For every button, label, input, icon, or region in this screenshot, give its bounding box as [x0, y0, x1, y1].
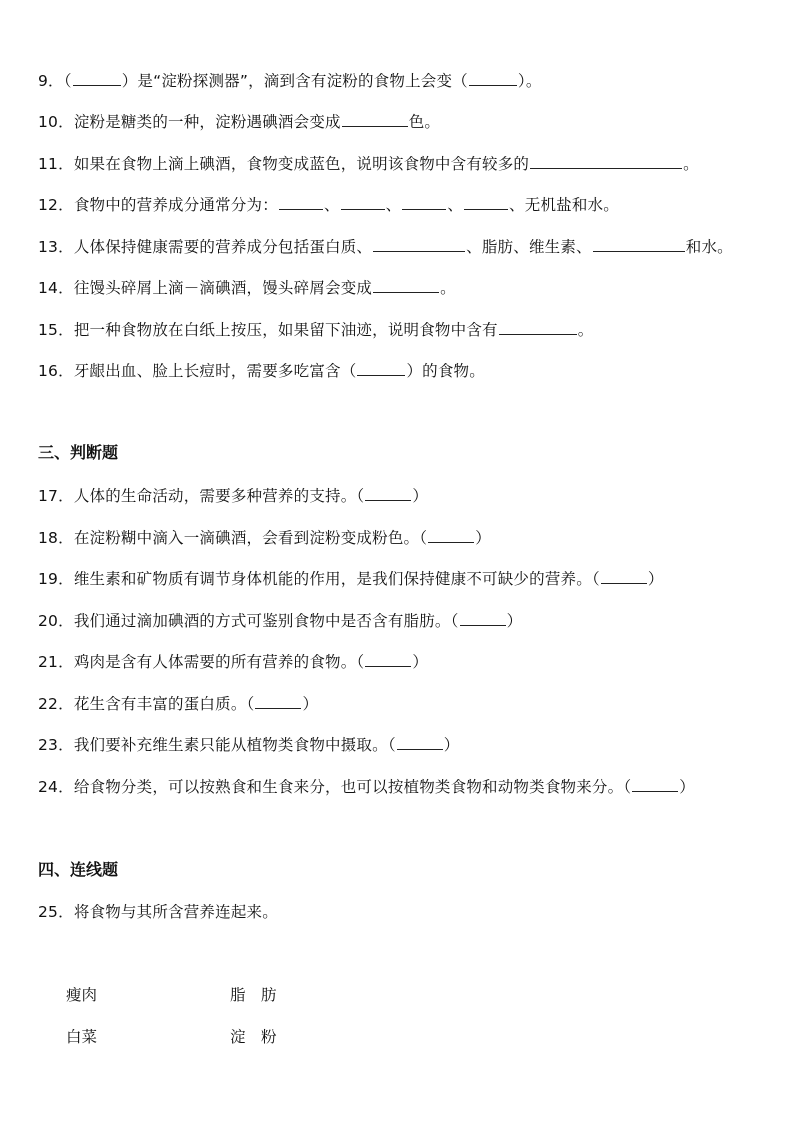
question-text: 给食物分类，可以按熟食和生食来分，也可以按植物类食物和动物类食物来分。（	[73, 778, 632, 796]
question-number: 13．	[38, 238, 74, 256]
match-left-item[interactable]: 白菜	[66, 1028, 98, 1046]
question-16	[38, 360, 485, 381]
question-number: 12．	[38, 196, 74, 214]
question-text: 、脂肪、维生素、	[466, 238, 592, 256]
question-number: 24．	[38, 778, 74, 796]
question-number: 16．	[38, 362, 74, 380]
question-text: ）	[412, 487, 429, 505]
question-text: 。	[577, 321, 594, 339]
question-10	[38, 111, 440, 132]
question-number: 19．	[38, 570, 74, 588]
question-text: ）是“淀粉探测器”，滴到含有淀粉的食物上会变（	[121, 72, 468, 90]
question-text: 、无机盐和水。	[509, 196, 619, 214]
section-heading: 三、判断题	[38, 443, 119, 462]
question-12	[38, 194, 619, 215]
question-20	[38, 610, 522, 631]
question-15	[38, 319, 593, 340]
question-number: 11．	[38, 155, 74, 173]
question-text: 牙龈出血、脸上长痘时，需要多吃富含（	[73, 362, 357, 380]
question-text: ）	[506, 612, 523, 630]
question-24	[38, 776, 695, 797]
question-number: 10．	[38, 113, 74, 131]
answer-blank[interactable]	[601, 568, 647, 584]
answer-blank[interactable]	[73, 70, 121, 86]
question-text: 色。	[408, 113, 441, 131]
question-number: 15．	[38, 321, 74, 339]
question-text: ）。	[517, 72, 542, 90]
question-text: 我们通过滴加碘酒的方式可鉴别食物中是否含有脂肪。（	[73, 612, 459, 630]
match-right-item[interactable]: 淀 粉	[230, 1028, 277, 1046]
answer-blank[interactable]	[593, 236, 685, 252]
question-text: 在淀粉糊中滴入一滴碘酒，会看到淀粉变成粉色。（	[73, 529, 428, 547]
answer-blank[interactable]	[279, 194, 323, 210]
question-text: 维生素和矿物质有调节身体机能的作用，是我们保持健康不可缺少的营养。（	[73, 570, 600, 588]
question-9	[38, 70, 542, 91]
question-text: 我们要补充维生素只能从植物类食物中摄取。（	[73, 736, 396, 754]
question-text: 如果在食物上滴上碘酒，食物变成蓝色，说明该食物中含有较多的	[73, 155, 530, 173]
question-text: 往馒头碎屑上滴－滴碘酒，馒头碎屑会变成	[73, 279, 373, 297]
answer-blank[interactable]	[365, 485, 411, 501]
match-right-item[interactable]: 脂 肪	[230, 986, 277, 1004]
question-text: ）	[647, 570, 664, 588]
question-text: 人体的生命活动，需要多种营养的支持。（	[73, 487, 365, 505]
question-text: ）	[412, 653, 429, 671]
question-13	[38, 236, 733, 257]
question-25	[38, 902, 278, 922]
answer-blank[interactable]	[402, 194, 446, 210]
question-text: 。	[683, 155, 699, 173]
question-number: 18．	[38, 529, 74, 547]
question-text: 和水。	[685, 238, 733, 256]
answer-blank[interactable]	[373, 236, 465, 252]
question-text: ）	[302, 695, 319, 713]
answer-blank[interactable]	[342, 111, 408, 127]
question-text: 淀粉是糖类的一种，淀粉遇碘酒会变成	[73, 113, 341, 131]
separator: 、	[447, 196, 464, 214]
question-number: 25．	[38, 903, 74, 921]
answer-blank[interactable]	[357, 360, 405, 376]
question-text: ）的食物。	[406, 362, 485, 380]
separator: 、	[385, 196, 402, 214]
question-number: 21．	[38, 653, 74, 671]
question-number: 22．	[38, 695, 74, 713]
question-number: 23．	[38, 736, 74, 754]
question-14	[38, 277, 456, 298]
answer-blank[interactable]	[464, 194, 508, 210]
question-19	[38, 568, 664, 589]
question-text: ）	[679, 778, 695, 796]
answer-blank[interactable]	[428, 527, 474, 543]
answer-blank[interactable]	[469, 70, 517, 86]
question-text: 把一种食物放在白纸上按压，如果留下油迹，说明食物中含有	[73, 321, 498, 339]
question-23	[38, 734, 459, 755]
separator: 、	[323, 196, 340, 214]
answer-blank[interactable]	[373, 277, 439, 293]
answer-blank[interactable]	[255, 693, 301, 709]
question-number: 17．	[38, 487, 74, 505]
answer-blank[interactable]	[499, 319, 577, 335]
question-18	[38, 527, 491, 548]
answer-blank[interactable]	[460, 610, 506, 626]
question-number: 14．	[38, 279, 74, 297]
question-text: 将食物与其所含营养连起来。	[73, 903, 278, 921]
answer-blank[interactable]	[365, 651, 411, 667]
question-text: ）	[475, 529, 491, 547]
question-text: 花生含有丰富的蛋白质。（	[73, 695, 255, 713]
question-text: ）	[443, 736, 460, 754]
match-left-item[interactable]: 瘦肉	[66, 986, 98, 1004]
question-21	[38, 651, 428, 672]
question-22	[38, 693, 318, 714]
question-11	[38, 153, 699, 174]
answer-blank[interactable]	[341, 194, 385, 210]
question-17	[38, 485, 428, 506]
question-text: 食物中的营养成分通常分为：	[73, 196, 278, 214]
question-text: （	[63, 72, 72, 90]
answer-blank[interactable]	[397, 734, 443, 750]
question-text: 鸡肉是含有人体需要的所有营养的食物。（	[73, 653, 365, 671]
section-heading: 四、连线题	[38, 860, 119, 879]
answer-blank[interactable]	[632, 776, 678, 792]
answer-blank[interactable]	[530, 153, 682, 169]
question-text: 人体保持健康需要的营养成分包括蛋白质、	[73, 238, 373, 256]
question-number: 9．	[38, 72, 64, 90]
question-text: 。	[440, 279, 456, 297]
question-number: 20．	[38, 612, 74, 630]
